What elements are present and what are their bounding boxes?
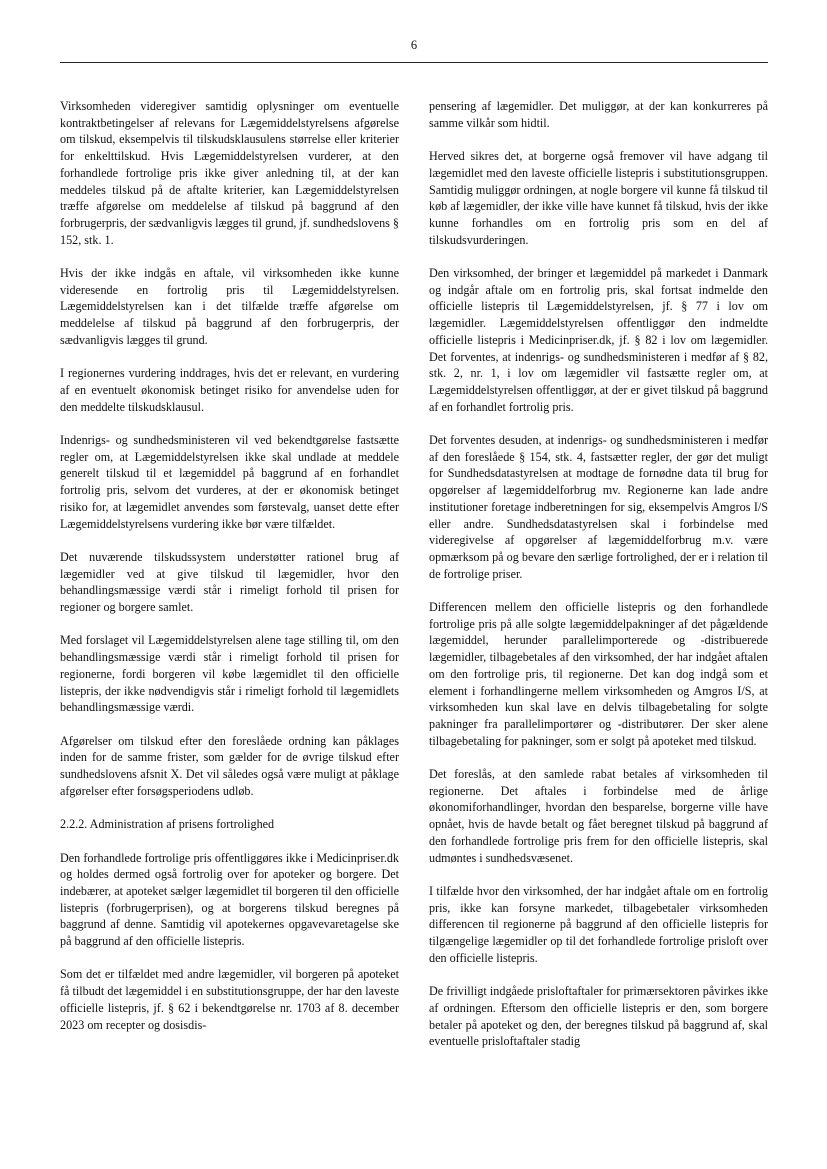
paragraph: Den forhandlede fortrolige pris offentliggøres ikke i Medicinpriser.dk og holdes dermed også fortrolig over for apoteker og borgere. Det indebærer, at apoteket sælger lægemidlet til borgeren til den officielle listepris (forbrugerprisen), og at borgerens tilskud beregnes på baggrund af denne. Samtidig vil apotekernes opgavevaretagelse ske på baggrund af den officielle listepris. xyxy=(60,850,399,949)
paragraph: Hvis der ikke indgås en aftale, vil virksomheden ikke kunne videresende en fortrolig pris til Lægemiddelstyrelsen. Lægemiddelstyrelsen kan i det tilfælde træffe afgørelse om meddelelse af tilskud på baggrund af den forbrugerpris, der sædvanligvis lægges til grund. xyxy=(60,266,399,347)
paragraph: Afgørelser om tilskud efter den foreslåede ordning kan påklages inden for de samme frister, som gælder for de øvrige tilskud efter sundhedslovens afsnit X. Det vil således også være muligt at påklage afgørelser efter forsøgsperiodens udløb. xyxy=(60,733,399,798)
paragraph: Med forslaget vil Lægemiddelstyrelsen alene tage stilling til, om den behandlingsmæssige værdi står i rimeligt forhold til prisen for regionerne, fordi borgeren vil købe lægemidlet til den officielle listepris, der ikke nødvendigvis står i rimeligt forhold til lægemidlets behandlingsmæssige værdi. xyxy=(60,633,399,715)
paragraph: Indenrigs- og sundhedsministeren vil ved bekendtgørelse fastsætte regler om, at Lægemiddelstyrelsen ikke skal undlade at meddele generelt tilskud til et lægemiddel på baggrund af en forhandlet fortrolig pris, selvom det vurderes, at der er økonomisk betinget risiko for, at lægemidlet anvendes som førstevalg, uanset dette efter Lægemiddelstyrelsens vurdering ikke bør være tilfældet. xyxy=(60,433,399,531)
paragraph: Som det er tilfældet med andre lægemidler, vil borgeren på apoteket få tilbudt det lægemiddel i en substitutionsgruppe, der har den laveste officielle listepris, jf. § 62 i bekendtgørelse nr. 1703 af 8. december 2023 om recepter og dosisdis- xyxy=(60,967,399,1032)
paragraph: Det nuværende tilskudssystem understøtter rationel brug af lægemidler ved at give tilskud til lægemidler, hvor den behandlingsmæssige værdi står i rimeligt forhold til prisen for regioner og borgere samlet. xyxy=(60,549,399,615)
paragraph: Virksomheden videregiver samtidig oplysninger om eventuelle kontraktbetingelser af relevans for Lægemiddelstyrelsens afgørelse om tilskud, eksempelvis til tilskudsklausulens størrelse eller kriterier for enkelttilskud. Hvis Lægemiddelstyrelsen vurderer, at den forhandlede fortrolige pris ikke giver anledning til, at der kan meddeles tilskud på de aftalte kriterier, kan Lægemiddelstyrelsen træffe afgørelse om meddelelse af tilskud på baggrund af den forbrugerpris, der sædvanligvis lægges til grund, jf. sundhedslovens § 152, stk. 1. xyxy=(60,99,399,247)
paragraph: De frivilligt indgåede prisloftaftaler for primærsektoren påvirkes ikke af ordningen. Eftersom den officielle listepris er den, som borgere betaler på apoteket og den, der beregnes tilskud på baggrund af, skal eventuelle prisloftaftaler stadig xyxy=(429,984,768,1049)
left-column xyxy=(60,98,399,1050)
section-heading: 2.2.2. Administration af prisens fortrolighed xyxy=(60,817,275,832)
page-number: 6 xyxy=(410,38,418,52)
paragraph: Det forventes desuden, at indenrigs- og sundhedsministeren i medfør af den foreslåede § 154, stk. 4, fastsætter regler, der gør det muligt for Sundhedsdatastyrelsen at modtage de fornødne data til brug for opgørelser af lægemiddelforbrug mv. Regionerne kan lade andre institutioner foretage indberetningen for sig, eksempelvis Amgros I/S eller andre. Sundhedsdatastyrelsen skal i forbindelse med videregivelse af opgørelser af lægemiddelforbrug m.v. være opmærksom på og bevare den særlige fortrolighed, der er i relation til de fortrolige priser. xyxy=(429,433,768,581)
paragraph: I regionernes vurdering inddrages, hvis det er relevant, en vurdering af en eventuelt økonomisk betinget risiko for anvendelse uden for den meddelte tilskudsklausul. xyxy=(60,366,399,414)
paragraph: Det foreslås, at den samlede rabat betales af virksomheden til regionerne. Det aftales i forbindelse med de årlige økonomiforhandlinger, hvordan den besparelse, borgerne ville have opnået, hvis de havde betalt og fået beregnet tilskud på baggrund af den forhandlede fortrolige pris frem for den officielle listepris, skal udmøntes i sundhedsvæsenet. xyxy=(429,767,768,865)
page-header xyxy=(60,38,768,63)
paragraph: Differencen mellem den officielle listepris og den forhandlede fortrolige pris på alle solgte lægemiddelpakninger af det pågældende lægemiddel, herunder parallelimporterede og -distribuerede lægemidler, tilbagebetales af den virksomhed, der har indgået aftalen om den fortrolige pris, til regionerne. Det kan dog indgå som et element i forhandlingerne mellem virksomheden og Amgros I/S, at virksomheden kun skal lave en delvis tilbagebetaling for solgte pakninger fra parallelimportører og -distributører. Der sker alene tilbagebetaling for pakninger, som er solgt på apoteket med tilskud. xyxy=(429,600,768,748)
right-column xyxy=(429,98,768,1067)
paragraph: I tilfælde hvor den virksomhed, der har indgået aftale om en fortrolig pris, ikke kan forsyne markedet, tilbagebetaler virksomheden differencen til regionerne på baggrund af den officielle listepris for tilgængelige lægemidler op til det forhandlede fortrolige prisloft over den officielle listepris. xyxy=(429,883,768,965)
paragraph: pensering af lægemidler. Det muliggør, at der kan konkurreres på samme vilkår som hidtil. xyxy=(429,99,768,130)
paragraph: Herved sikres det, at borgerne også fremover vil have adgang til lægemidlet med den laveste officielle listepris i substitutionsgruppen. Samtidig muliggør ordningen, at nogle borgere vil kunne få tilskud til køb af lægemidler, der ikke ville have kunnet få tilskud, hvis der ikke kunne forhandles om en fortrolig pris som en del af tilskudsvurderingen. xyxy=(429,149,768,247)
paragraph: Den virksomhed, der bringer et lægemiddel på markedet i Danmark og indgår aftale om en fortrolig pris, skal fortsat indmelde den officielle listepris til Lægemiddelstyrelsen, jf. § 77 i lov om lægemidler. Lægemiddelstyrelsen offentliggør den indmeldte officielle listepris i Medicinpriser.dk, jf. § 82 i lov om lægemidler. Det forventes, at indenrigs- og sundhedsministeren i medfør af § 82, stk. 2, nr. 1, i lov om lægemidler vil fastsætte regler om, at Lægemiddelstyrelsen offentliggør, at der er givet tilskud på baggrund af en forhandlet fortrolig pris. xyxy=(429,266,768,414)
